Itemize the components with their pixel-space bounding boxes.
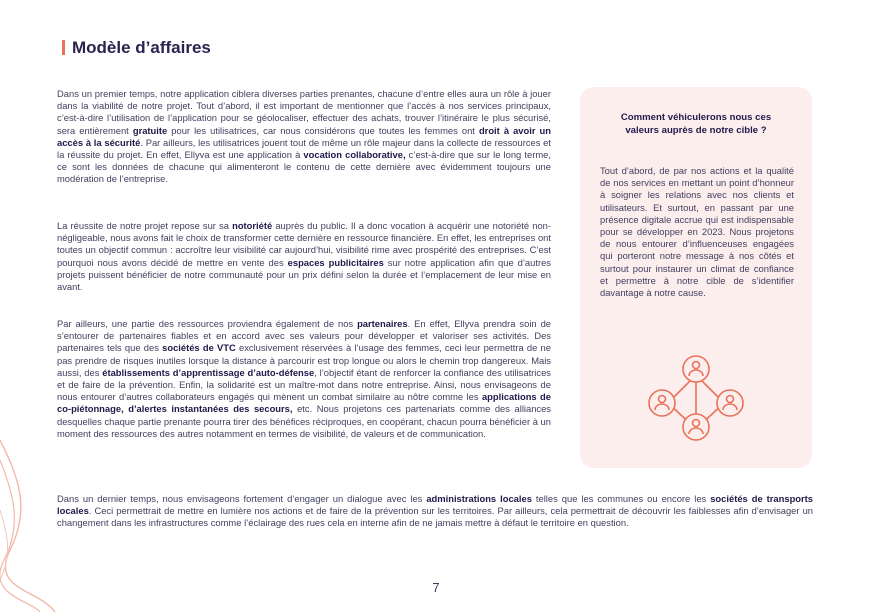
page-number: 7 <box>432 580 440 595</box>
title-accent-bar <box>62 40 65 55</box>
paragraph-target-audience: Dans un premier temps, notre application ciblera diverses parties prenantes, chacune d’entre elles aura un rôle à jouer dans la viabilité de notre projet. Tout d’abord, il est important de mentionner que l’accès à nos services principaux, c’est-à-dire l’utilisation de l’application pour se géolocaliser, effectuer des achats, trouver l’itinéraire le plus sécurisé, sera entièrement gratuite pour les utilisatrices, car nous considérons que toutes les femmes ont droit à avoir un accès à la sécurité. Par ailleurs, les utilisatrices jouent tout de même un rôle majeur dans la collecte de ressources et la réussite du projet. En effet, Ellyva est une application à vocation collaborative, c’est-à-dire que sur le long terme, ce sont les données de chacune qui alimenteront le contenu de cette dernière avec évidemment toujours une modération de l’entreprise. <box>57 88 551 185</box>
callout-title: Comment véhiculerons nous ces valeurs auprès de notre cible ? <box>620 112 772 136</box>
sidebar-callout <box>580 87 812 468</box>
callout-text: Tout d’abord, de par nos actions et la qualité de nos services en mettant un point d’honneur à soigner les relations avec nos clients et utilisateurs. Et surtout, en passant par une présence digitale accrue qui est indispensable pour se développer en 2023. Nous projetons de nous entourer d’influenceuses engagées qui porteront notre message à nos côtés et surtout pour instaurer un climat de confiance et permettre à notre cible de s’identifier davantage à notre cause. <box>600 165 794 299</box>
paragraph-advertising: La réussite de notre projet repose sur sa notoriété auprès du public. Il a donc vocation à acquérir une notoriété non-négligeable, nous avons fait le choix de transformer cette dernière en ressource financière. En effet, les entreprises ont toutes un objectif commun : accroître leur visibilité car aujourd’hui, visibilité rime avec prospérité des entreprises. C’est pourquoi nous avons décidé de mettre en vente des espaces publicitaires sur notre application afin que d’autres projets puissent bénéficier de notre communauté pour un prix défini selon la durée et l’emplacement de leur mise en avant. <box>57 220 551 293</box>
people-network-icon <box>646 353 746 443</box>
paragraph-local-administrations: Dans un dernier temps, nous envisageons fortement d’engager un dialogue avec les administrations locales telles que les communes ou encore les sociétés de transports locales. Ceci permettrait de mettre en lumière nos actions et de faire de la prévention sur les territoires. Par ailleurs, cela permettrait de découvrir les faiblesses afin d’envisager un changement dans les infrastructures comme l’éclairage des rues cela en interne afin de ne jamais mettre à défaut le territoire en question. <box>57 493 814 529</box>
page-title: Modèle d’affaires <box>62 38 211 58</box>
paragraph-partners: Par ailleurs, une partie des ressources proviendra également de nos partenaires. En effet, Ellyva prendra soin de s’entourer de partenaires fiables et en accord avec ses valeurs pour développer et valoriser ses activités. Des partenaires tels que des sociétés de VTC exclusivement réservées à l’usage des femmes, ceci leur permettra de ne pas prendre de risques inutiles lorsque la distance à parcourir est trop longue ou alors le chemin trop dangereux. Mais aussi, des établissements d’apprentissage d’auto-défense, l’objectif étant de renforcer la confiance des utilisatrices et de faire de la prévention. Enfin, la solidarité est un maître-mot dans notre entreprise. Ainsi, nous envisageons de nous entourer d’autres collaborateurs engagés qui mènent un combat similaire au nôtre comme les applications de co-piétonnage, d’alertes instantanées des secours, etc. Nous projetons ces partenariats comme des alliances desquelles chaque partie prenante pourra tirer des bénéfices réciproques, en coopérant, chacun pourra bénéficier à un moment des ressources des autres notamment en termes de visibilité, de valeurs et de communication. <box>57 318 551 439</box>
